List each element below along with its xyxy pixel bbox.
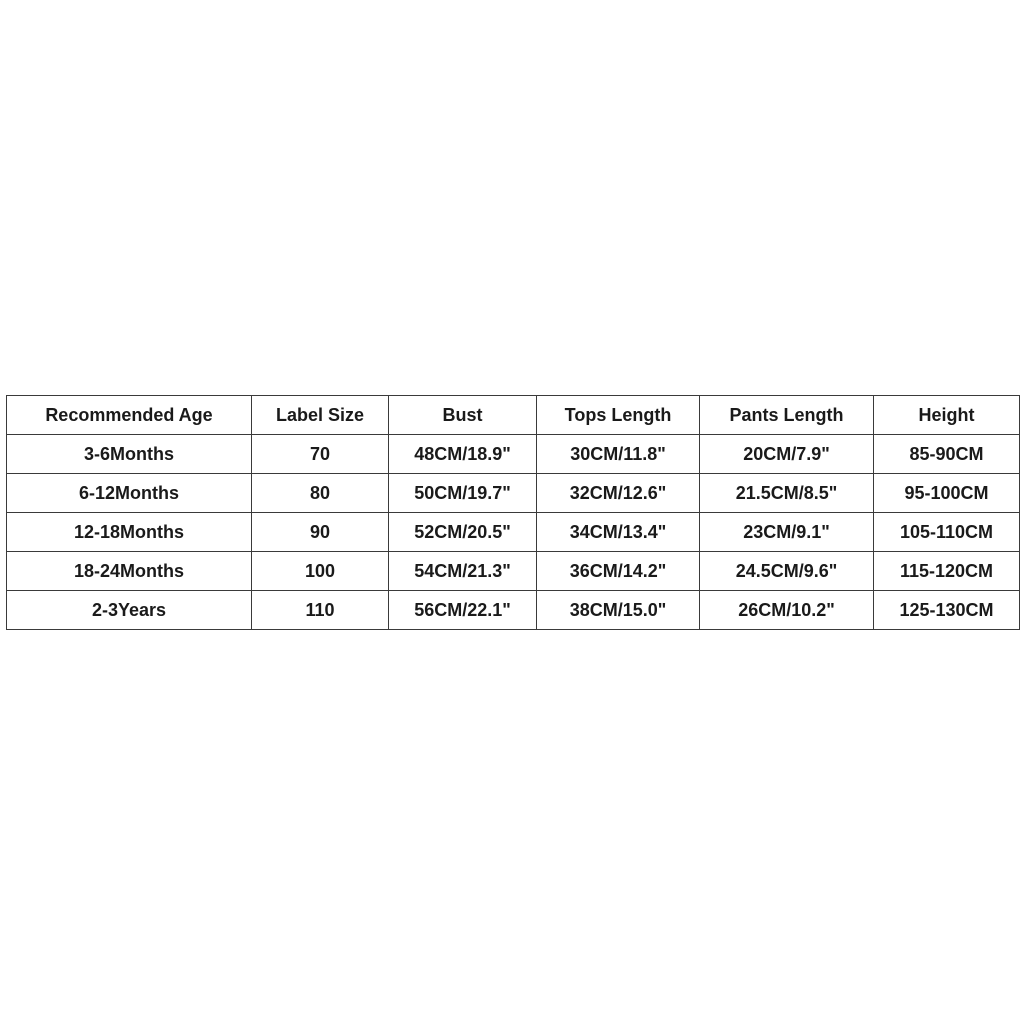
- cell-recommended-age: 12-18Months: [7, 513, 252, 552]
- size-chart-header: [7, 396, 1020, 435]
- cell-bust: 54CM/21.3": [389, 552, 537, 591]
- cell-bust: 52CM/20.5": [389, 513, 537, 552]
- table-row: [7, 552, 1020, 591]
- header-tops-length: Tops Length: [537, 396, 700, 435]
- cell-label-size: 70: [252, 435, 389, 474]
- size-chart-body: [7, 435, 1020, 630]
- cell-bust: 48CM/18.9": [389, 435, 537, 474]
- cell-pants-length: 24.5CM/9.6": [700, 552, 874, 591]
- cell-label-size: 90: [252, 513, 389, 552]
- header-recommended-age: Recommended Age: [7, 396, 252, 435]
- cell-label-size: 100: [252, 552, 389, 591]
- header-height: Height: [874, 396, 1020, 435]
- cell-label-size: 110: [252, 591, 389, 630]
- cell-tops-length: 30CM/11.8": [537, 435, 700, 474]
- cell-recommended-age: 2-3Years: [7, 591, 252, 630]
- cell-tops-length: 36CM/14.2": [537, 552, 700, 591]
- cell-bust: 56CM/22.1": [389, 591, 537, 630]
- header-bust: Bust: [389, 396, 537, 435]
- table-row: [7, 474, 1020, 513]
- cell-label-size: 80: [252, 474, 389, 513]
- cell-height: 95-100CM: [874, 474, 1020, 513]
- cell-height: 125-130CM: [874, 591, 1020, 630]
- cell-height: 85-90CM: [874, 435, 1020, 474]
- cell-pants-length: 23CM/9.1": [700, 513, 874, 552]
- table-row: [7, 435, 1020, 474]
- header-pants-length: Pants Length: [700, 396, 874, 435]
- header-row: [7, 396, 1020, 435]
- size-chart-table: [6, 395, 1020, 630]
- cell-pants-length: 21.5CM/8.5": [700, 474, 874, 513]
- cell-tops-length: 38CM/15.0": [537, 591, 700, 630]
- table-row: [7, 513, 1020, 552]
- cell-pants-length: 26CM/10.2": [700, 591, 874, 630]
- cell-height: 105-110CM: [874, 513, 1020, 552]
- cell-height: 115-120CM: [874, 552, 1020, 591]
- cell-bust: 50CM/19.7": [389, 474, 537, 513]
- cell-recommended-age: 3-6Months: [7, 435, 252, 474]
- table-row: [7, 591, 1020, 630]
- cell-recommended-age: 18-24Months: [7, 552, 252, 591]
- header-label-size: Label Size: [252, 396, 389, 435]
- cell-tops-length: 34CM/13.4": [537, 513, 700, 552]
- cell-tops-length: 32CM/12.6": [537, 474, 700, 513]
- cell-recommended-age: 6-12Months: [7, 474, 252, 513]
- cell-pants-length: 20CM/7.9": [700, 435, 874, 474]
